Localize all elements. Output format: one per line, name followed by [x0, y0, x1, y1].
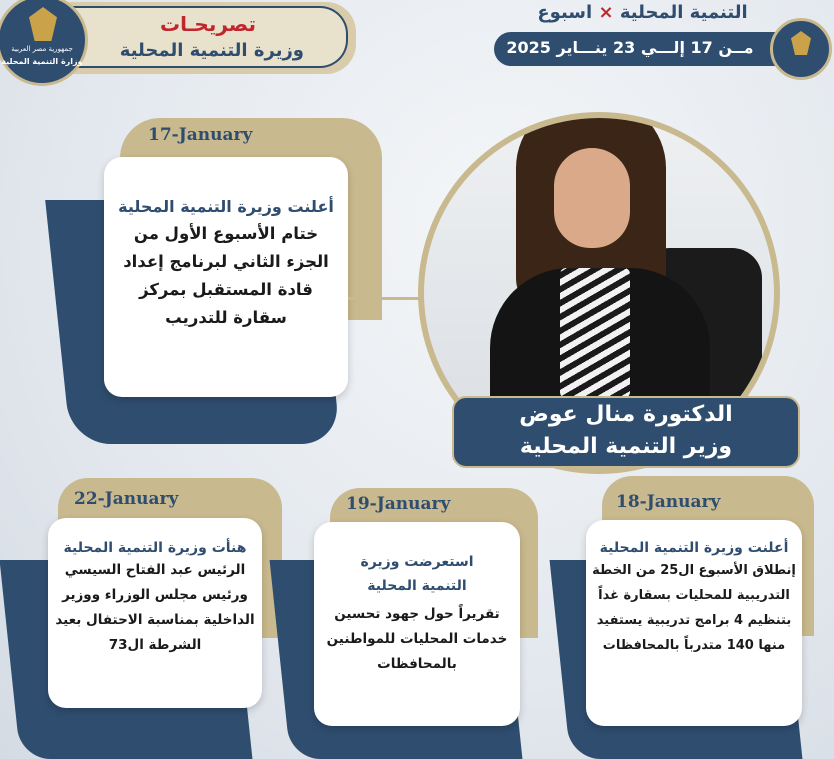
minister-title: وزير التنمية المحلية	[519, 434, 733, 459]
minister-name: الدكتورة منال عوض	[519, 402, 733, 427]
card-22-date: 22-January	[74, 489, 179, 509]
eagle-emblem-icon	[791, 31, 811, 55]
week-title-a: التنمية المحلية	[619, 2, 748, 23]
statements-label: تصريحـات	[159, 12, 256, 36]
ministry-logo-right	[770, 18, 832, 80]
face	[554, 148, 630, 248]
minister-name-plate	[452, 396, 800, 468]
card-18-body: إنطلاق الأسبوع ال25 من الخطة التدريبية للمحليات بسقارة غداً بتنظيم 4 برامج تدريبية يستفيد منها 140 متدرباً بالمحافظات	[592, 563, 796, 653]
card-18-head: أعلنت وزيرة التنمية المحلية	[599, 540, 789, 556]
card-19-head: استعرضت وزيرة التنمية المحلية	[360, 554, 474, 594]
eagle-emblem-icon	[29, 7, 57, 41]
card-18-date: 18-January	[616, 492, 721, 512]
ministry-label: وزيرة التنمية المحلية	[119, 40, 304, 61]
logo-caption-1: جمهورية مصر العربية	[11, 45, 73, 53]
card-19	[314, 522, 520, 726]
main-card-body: ختام الأسبوع الأول من الجزء الثاني لبرنامج إعداد قادة المستقبل بمركز سقارة للتدريب	[123, 224, 329, 327]
date-range-bar	[494, 32, 794, 66]
week-title	[520, 2, 765, 30]
connector-line	[348, 297, 420, 300]
week-title-x: ×	[598, 2, 614, 23]
main-date: 17-January	[148, 125, 253, 145]
card-22-head: هنأت وزيرة التنمية المحلية	[63, 540, 247, 556]
zebra-top	[560, 268, 630, 398]
logo-caption-2: وزارة التنمية المحلية	[1, 57, 83, 66]
week-title-b: اسبوع	[537, 2, 593, 23]
main-card	[104, 157, 348, 397]
card-18	[586, 520, 802, 726]
date-range-text: مــن 17 إلـــي 23 ينـــاير 2025	[506, 38, 754, 57]
card-19-date: 19-January	[346, 494, 451, 514]
card-22-body: الرئيس عبد الفتاح السيسي ورئيس مجلس الوزراء ووزير الداخلية بمناسبة الاحتفال بعيد الشرطة ال73	[55, 562, 255, 653]
card-22	[48, 518, 262, 708]
main-card-head: أعلنت وزيرة التنمية المحلية	[118, 197, 334, 216]
card-19-body: تقريراً حول جهود تحسين خدمات المحليات للمواطنين بالمحافظات	[326, 606, 508, 672]
